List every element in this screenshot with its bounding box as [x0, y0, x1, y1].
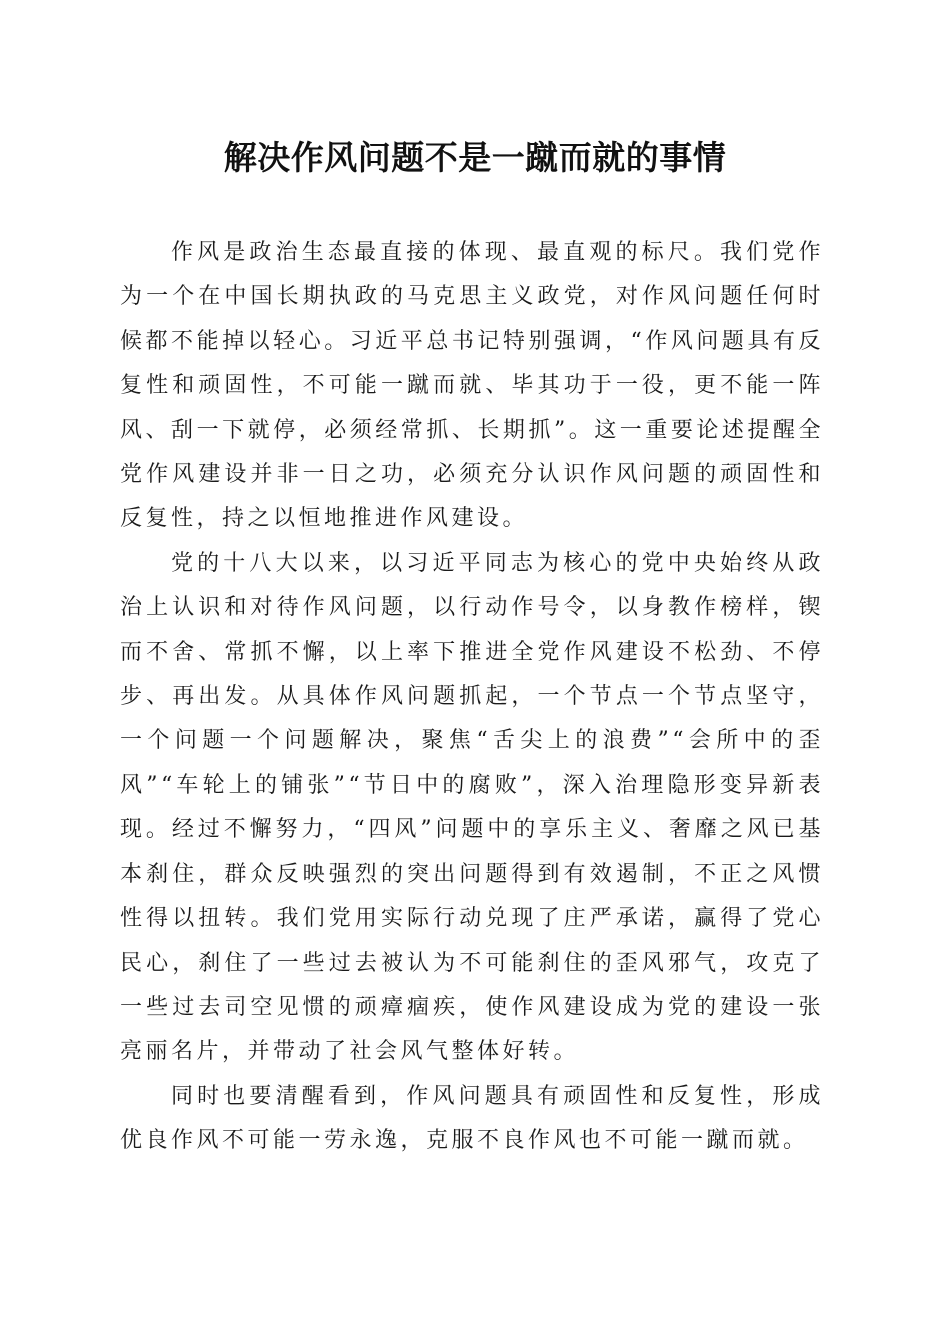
document-title: 解决作风问题不是一蹴而就的事情 [223, 138, 727, 177]
paragraph-1: 作风是政治生态最直接的体现、最直观的标尺。我们党作为一个在中国长期执政的马克思主义政党，对作风问题任何时候都不能掉以轻心。习近平总书记特别强调，“作风问题具有反复性和顽固性，不可能一蹴而就、毕其功于一役，更不能一阵风、刮一下就停，必须经常抓、长期抓”。这一重要论述提醒全党作风建设并非一日之功，必须充分认识作风问题的顽固性和反复性，持之以恒地推进作风建设。 [120, 240, 824, 532]
document-body [120, 231, 824, 1164]
paragraph-3: 同时也要清醒看到，作风问题具有顽固性和反复性，形成优良作风不可能一劳永逸，克服不良作风也不可能一蹴而就。 [120, 1083, 824, 1154]
paragraph-2: 党的十八大以来，以习近平同志为核心的党中央始终从政治上认识和对待作风问题，以行动作号令，以身教作榜样，锲而不舍、常抓不懈，以上率下推进全党作风建设不松劲、不停步、再出发。从具体作风问题抓起，一个节点一个节点坚守，一个问题一个问题解决，聚焦“舌尖上的浪费”“会所中的歪风”“车轮上的铺张”“节日中的腐败”，深入治理隐形变异新表现。经过不懈努力，“四风”问题中的享乐主义、奢靡之风已基本刹住，群众反映强烈的突出问题得到有效遏制，不正之风惯性得以扭转。我们党用实际行动兑现了庄严承诺，赢得了党心民心，刹住了一些过去被认为不可能刹住的歪风邪气，攻克了一些过去司空见惯的顽瘴痼疾，使作风建设成为党的建设一张亮丽名片，并带动了社会风气整体好转。 [120, 550, 824, 1065]
